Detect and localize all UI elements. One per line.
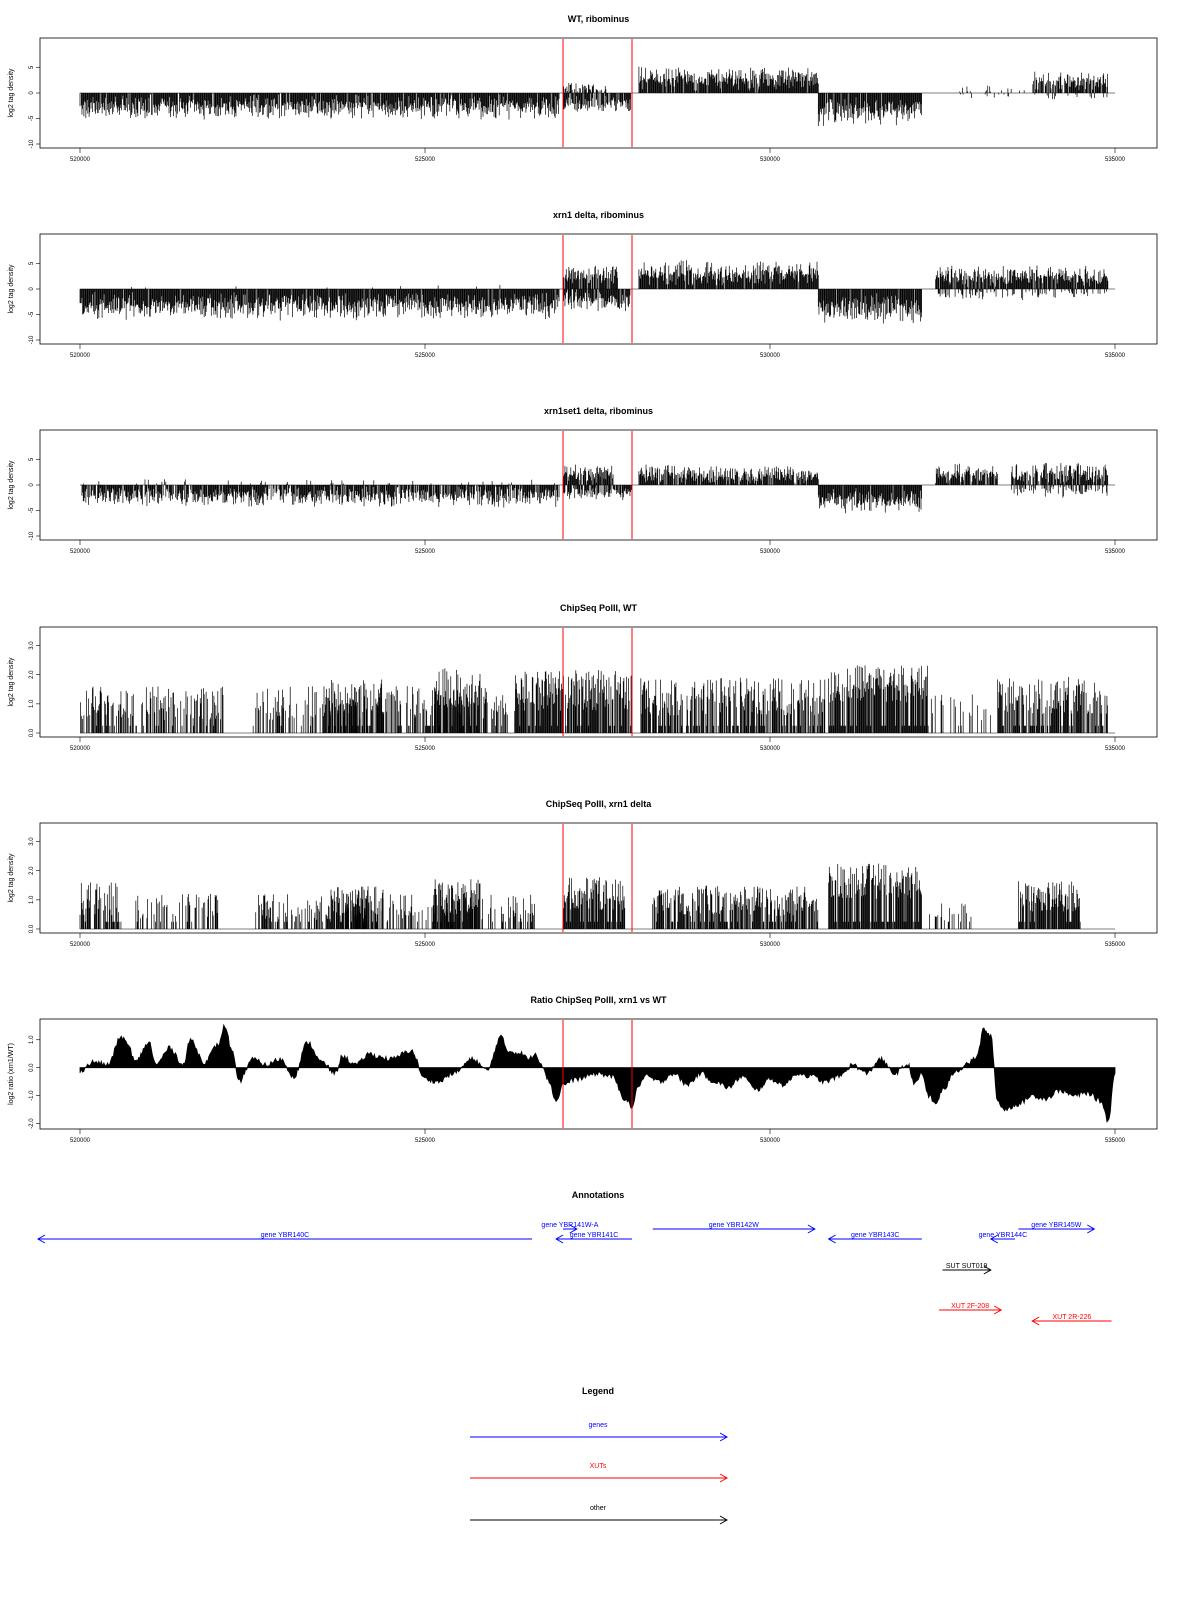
y-tick-label: 2.0 xyxy=(29,670,35,679)
x-tick-label: 535000 xyxy=(1105,157,1126,163)
x-tick-label: 525000 xyxy=(415,157,436,163)
x-tick-label: 530000 xyxy=(760,746,781,752)
x-tick-label: 530000 xyxy=(760,549,781,555)
y-tick-label: -10 xyxy=(29,335,35,344)
y-tick-label: 3.0 xyxy=(29,641,35,650)
x-tick-label: 520000 xyxy=(70,746,91,752)
y-tick-label: 5 xyxy=(29,65,35,69)
y-tick-label: 5 xyxy=(29,457,35,461)
x-tick-label: 520000 xyxy=(70,157,91,163)
y-tick-label: -5 xyxy=(29,311,35,317)
chart-title: xrn1 delta, ribominus xyxy=(553,210,644,220)
chart-panel-2 xyxy=(8,210,1157,359)
y-tick-label: -5 xyxy=(29,115,35,121)
y-tick-label: 0 xyxy=(29,287,35,291)
x-tick-label: 520000 xyxy=(70,353,91,359)
y-tick-label: 0 xyxy=(29,483,35,487)
density-bars xyxy=(80,67,1108,126)
x-tick-label: 535000 xyxy=(1105,353,1126,359)
y-axis-label: log2 tag density xyxy=(8,68,15,118)
y-tick-label: -10 xyxy=(29,139,35,148)
y-tick-label: 0.0 xyxy=(29,728,35,737)
y-axis-label: log2 tag density xyxy=(8,657,15,707)
density-bars xyxy=(80,260,1108,323)
chart-panel-1 xyxy=(8,14,1157,163)
x-tick-label: 525000 xyxy=(415,549,436,555)
x-tick-label: 535000 xyxy=(1105,549,1126,555)
chart-title: ChipSeq PolII, WT xyxy=(560,603,637,613)
x-tick-label: 525000 xyxy=(415,746,436,752)
chart-title: WT, ribominus xyxy=(568,14,630,24)
x-tick-label: 525000 xyxy=(415,353,436,359)
x-tick-label: 530000 xyxy=(760,353,781,359)
chart-panel-3 xyxy=(8,406,1157,555)
x-tick-label: 520000 xyxy=(70,549,91,555)
y-tick-label: 1.0 xyxy=(29,699,35,708)
y-tick-label: 0 xyxy=(29,91,35,95)
x-tick-label: 535000 xyxy=(1105,746,1126,752)
x-tick-label: 530000 xyxy=(760,157,781,163)
y-tick-label: 5 xyxy=(29,261,35,265)
y-axis-label: log2 tag density xyxy=(8,460,15,510)
y-tick-label: -5 xyxy=(29,507,35,513)
density-bars xyxy=(82,463,1108,513)
chart-panel-4 xyxy=(8,603,1157,752)
chart-title: xrn1set1 delta, ribominus xyxy=(544,406,653,416)
y-axis-label: log2 tag density xyxy=(8,264,15,314)
y-tick-label: -10 xyxy=(29,531,35,540)
density-bars xyxy=(81,665,1108,733)
